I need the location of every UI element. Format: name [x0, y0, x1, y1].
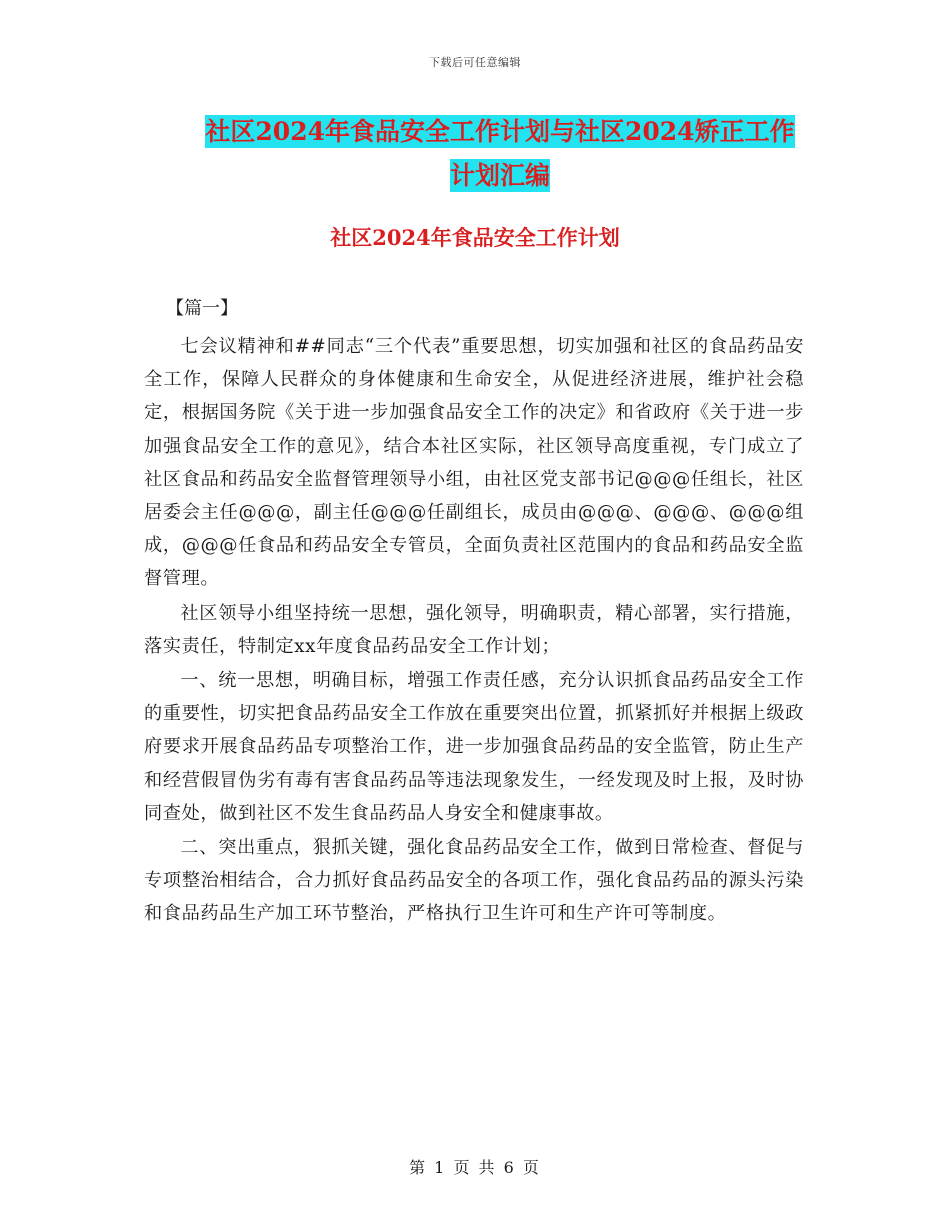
document-title-line2: 计划汇编 — [449, 161, 550, 190]
paragraph: 社区领导小组坚持统一思想，强化领导，明确职责，精心部署，实行措施，落实责任，特制定xx年度食品药品安全工作计划； — [144, 602, 804, 657]
section-label: 【篇一】 — [166, 298, 238, 319]
paragraph: 一、统一思想，明确目标，增强工作责任感，充分认识抓食品药品安全工作的重要性，切实把食品药品安全工作放在重要突出位置，抓紧抓好并根据上级政府要求开展食品药品专项整治工作，进一步加强食品药品的安全监管，防止生产和经营假冒伪劣有毒有害食品药品等违法现象发生，一经发现及时上报，及时协同查处，做到社区不发生食品药品人身安全和健康事故。 — [144, 670, 804, 824]
paragraph: 二、突出重点，狠抓关键，强化食品药品安全工作，做到日常检查、督促与专项整治相结合，合力抓好食品药品安全的各项工作，强化食品药品的源头污染和食品药品生产加工环节整治，严格执行卫生许可和生产许可等制度。 — [144, 837, 804, 925]
paragraph: 七会议精神和##同志“三个代表”重要思想，切实加强和社区的食品药品安全工作，保障人民群众的身体健康和生命安全，从促进经济进展，维护社会稳定，根据国务院《关于进一步加强食品安全工作的决定》和省政府《关于进一步加强食品安全工作的意见》，结合本社区实际，社区领导高度重视，专门成立了社区食品和药品安全监督管理领导小组，由社区党支部书记@@@任组长，社区居委会主任@@@，副主任@@@任副组长，成员由@@@、@@@、@@@组成，@@@任食品和药品安全专管员，全面负责社区范围内的食品和药品安全监督管理。 — [144, 336, 804, 590]
body-text — [144, 330, 804, 931]
document-title — [120, 110, 880, 198]
document-title-line1: 社区2024年食品安全工作计划与社区2024矫正工作 — [205, 117, 795, 146]
header-note: 下载后可任意编辑 — [429, 56, 521, 69]
page-footer: 第 1 页 共 6 页 — [409, 1158, 541, 1177]
section-title: 社区2024年食品安全工作计划 — [330, 225, 620, 250]
